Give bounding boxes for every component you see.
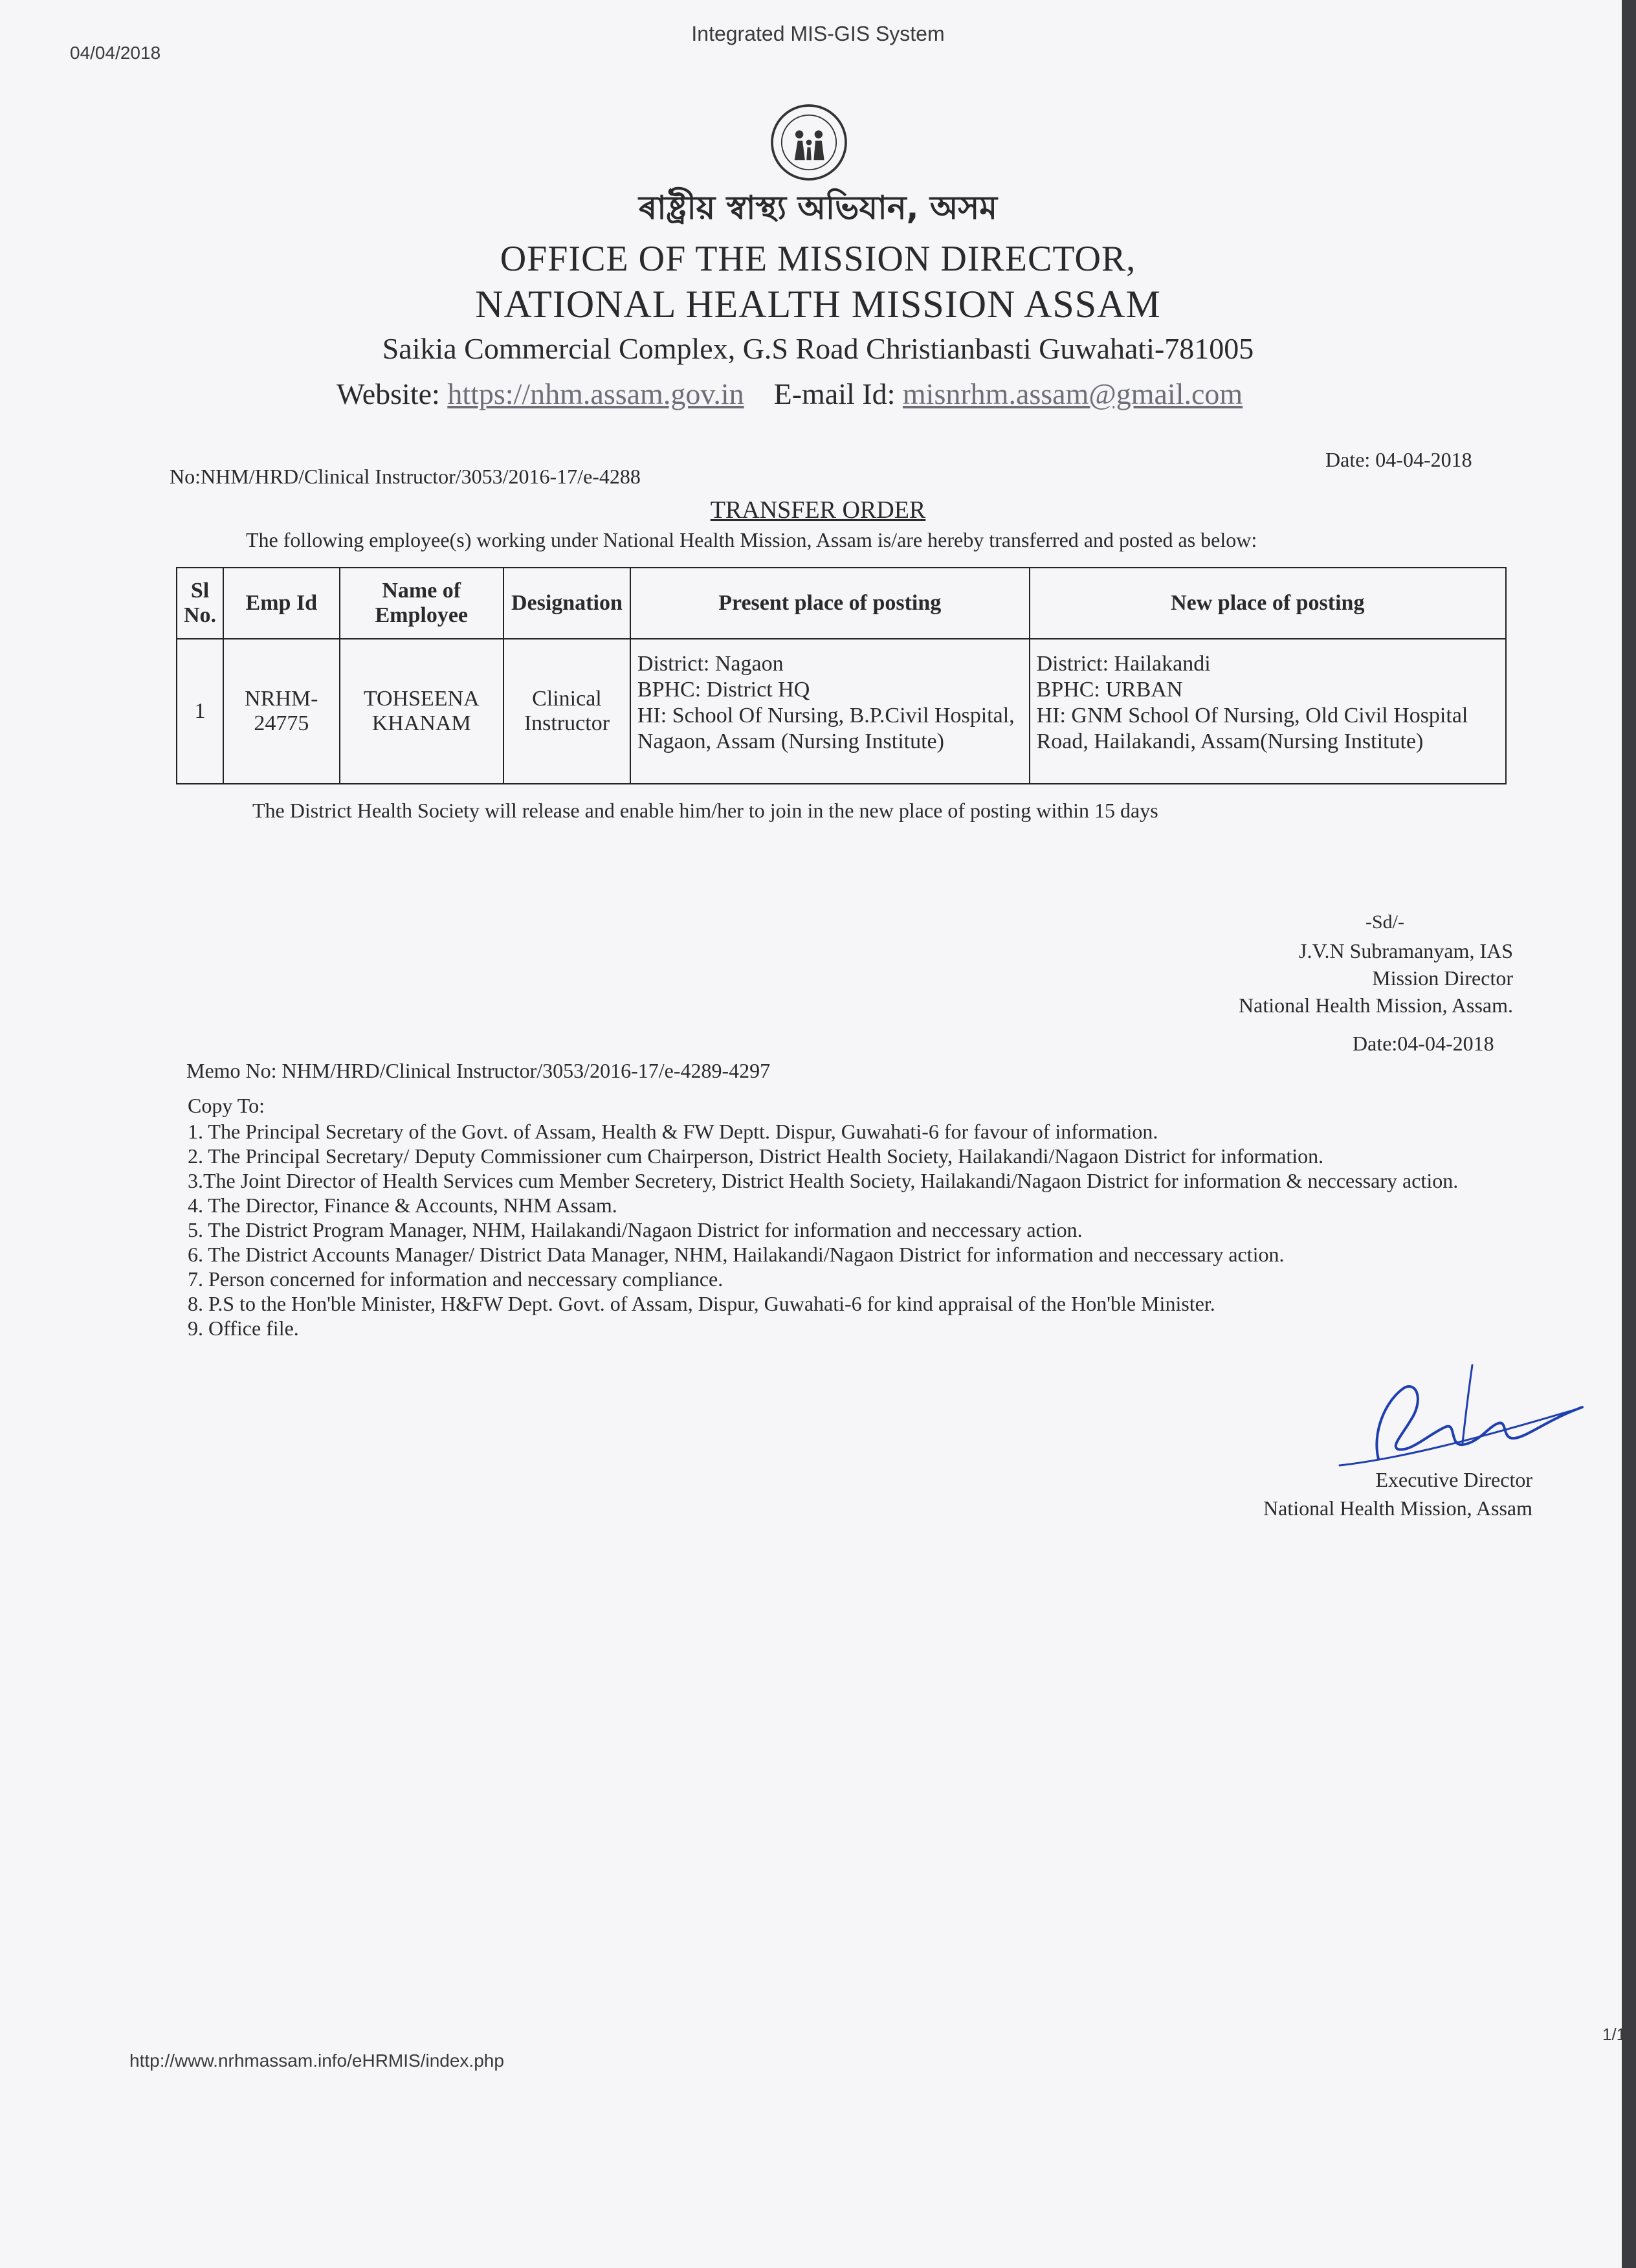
cell-name: TOHSEENA KHANAM: [340, 639, 503, 784]
new-hi: HI: GNM School Of Nursing, Old Civil Hospital Road, Hailakandi, Assam(Nursing Institute): [1036, 704, 1468, 753]
list-item: 1. The Principal Secretary of the Govt. of Assam, Health & FW Deptt. Dispur, Guwahati-6 for favour of information.: [188, 1120, 1158, 1143]
list-item: 8. P.S to the Hon'ble Minister, H&FW Dept. Govt. of Assam, Dispur, Guwahati-6 for kind appraisal of the Hon'ble Minister.: [188, 1292, 1215, 1315]
list-item: 4. The Director, Finance & Accounts, NHM Assam.: [188, 1194, 617, 1217]
contact-line: [337, 377, 1243, 411]
table-row: [177, 639, 1506, 784]
present-bphc: BPHC: District HQ: [637, 678, 810, 702]
executive-director-block: [1263, 1465, 1532, 1522]
print-date: 04/04/2018: [70, 43, 161, 63]
email-link[interactable]: misnrhm.assam@gmail.com: [902, 377, 1243, 410]
cell-new-posting: [1030, 639, 1506, 784]
website-label: Website:: [337, 377, 440, 410]
col-name: Name of Employee: [340, 568, 503, 639]
sd-mark: -Sd/-: [1365, 911, 1404, 933]
list-item: 2. The Principal Secretary/ Deputy Commissioner cum Chairperson, District Health Society, Hailakandi/Nagaon District for information.: [188, 1144, 1324, 1168]
list-item: 9. Office file.: [188, 1317, 299, 1340]
handwritten-signature-icon: [1333, 1362, 1586, 1478]
col-sl: Sl No.: [177, 568, 223, 639]
order-title: TRANSFER ORDER: [710, 496, 926, 524]
col-emp-id: Emp Id: [223, 568, 340, 639]
footer-url[interactable]: http://www.nrhmassam.info/eHRMIS/index.php: [129, 2051, 504, 2071]
regional-title: ৰাষ্ট্ৰীয় স্বাস্থ্য অভিযান, অসম: [638, 189, 998, 227]
col-designation: Designation: [503, 568, 630, 639]
col-new-posting: New place of posting: [1030, 568, 1506, 639]
email-label: E-mail Id:: [773, 377, 896, 410]
present-hi: HI: School Of Nursing, B.P.Civil Hospital, Nagaon, Assam (Nursing Institute): [637, 704, 1015, 753]
mission-heading: NATIONAL HEALTH MISSION ASSAM: [475, 283, 1161, 326]
new-bphc: BPHC: URBAN: [1036, 678, 1183, 702]
office-address: Saikia Commercial Complex, G.S Road Christianbasti Guwahati-781005: [382, 332, 1254, 365]
copy-to-list: [188, 1120, 1508, 1341]
memo-number: Memo No: NHM/HRD/Clinical Instructor/3053/2016-17/e-4289-4297: [186, 1059, 771, 1082]
release-note: The District Health Society will release and enable him/her to join in the new place of posting within 15 days: [252, 799, 1158, 822]
list-item: 7. Person concerned for information and neccessary compliance.: [188, 1267, 724, 1291]
signatory-date: Date:04-04-2018: [1353, 1032, 1494, 1055]
cell-present-posting: [630, 639, 1030, 784]
list-item: 6. The District Accounts Manager/ District Data Manager, NHM, Hailakandi/Nagaon District for information and neccessary action.: [188, 1243, 1285, 1266]
signatory-org: National Health Mission, Assam.: [1239, 994, 1513, 1017]
cell-emp-id: NRHM-24775: [223, 639, 340, 784]
print-title: Integrated MIS-GIS System: [691, 22, 945, 45]
copy-to-label: Copy To:: [188, 1094, 265, 1117]
col-present-posting: Present place of posting: [630, 568, 1030, 639]
list-item: 5. The District Program Manager, NHM, Hailakandi/Nagaon District for information and neccessary action.: [188, 1218, 1083, 1241]
new-district: District: Hailakandi: [1036, 652, 1211, 676]
office-heading: OFFICE OF THE MISSION DIRECTOR,: [500, 239, 1136, 279]
transfer-table: [176, 567, 1507, 784]
page-count: 1/1: [1602, 2025, 1626, 2044]
executive-title: Executive Director: [1375, 1468, 1532, 1491]
table-header-row: [177, 568, 1506, 639]
order-reference: No:NHM/HRD/Clinical Instructor/3053/2016-17/e-4288: [170, 465, 641, 488]
nhm-logo-icon: [769, 102, 849, 183]
mission-director-block: [1239, 937, 1513, 1019]
cell-sl: 1: [177, 639, 223, 784]
order-intro: The following employee(s) working under National Health Mission, Assam is/are hereby transferred and posted as below:: [246, 528, 1257, 551]
signatory-name: J.V.N Subramanyam, IAS: [1299, 939, 1513, 962]
signatory-title: Mission Director: [1372, 966, 1513, 990]
order-date: Date: 04-04-2018: [1325, 448, 1472, 471]
present-district: District: Nagaon: [637, 652, 784, 676]
executive-org: National Health Mission, Assam: [1263, 1496, 1532, 1520]
website-link[interactable]: https://nhm.assam.gov.in: [447, 377, 744, 410]
cell-designation: Clinical Instructor: [503, 639, 630, 784]
list-item: 3.The Joint Director of Health Services cum Member Secretery, District Health Society, Hailakandi/Nagaon District for information & neccessary action.: [188, 1169, 1459, 1192]
